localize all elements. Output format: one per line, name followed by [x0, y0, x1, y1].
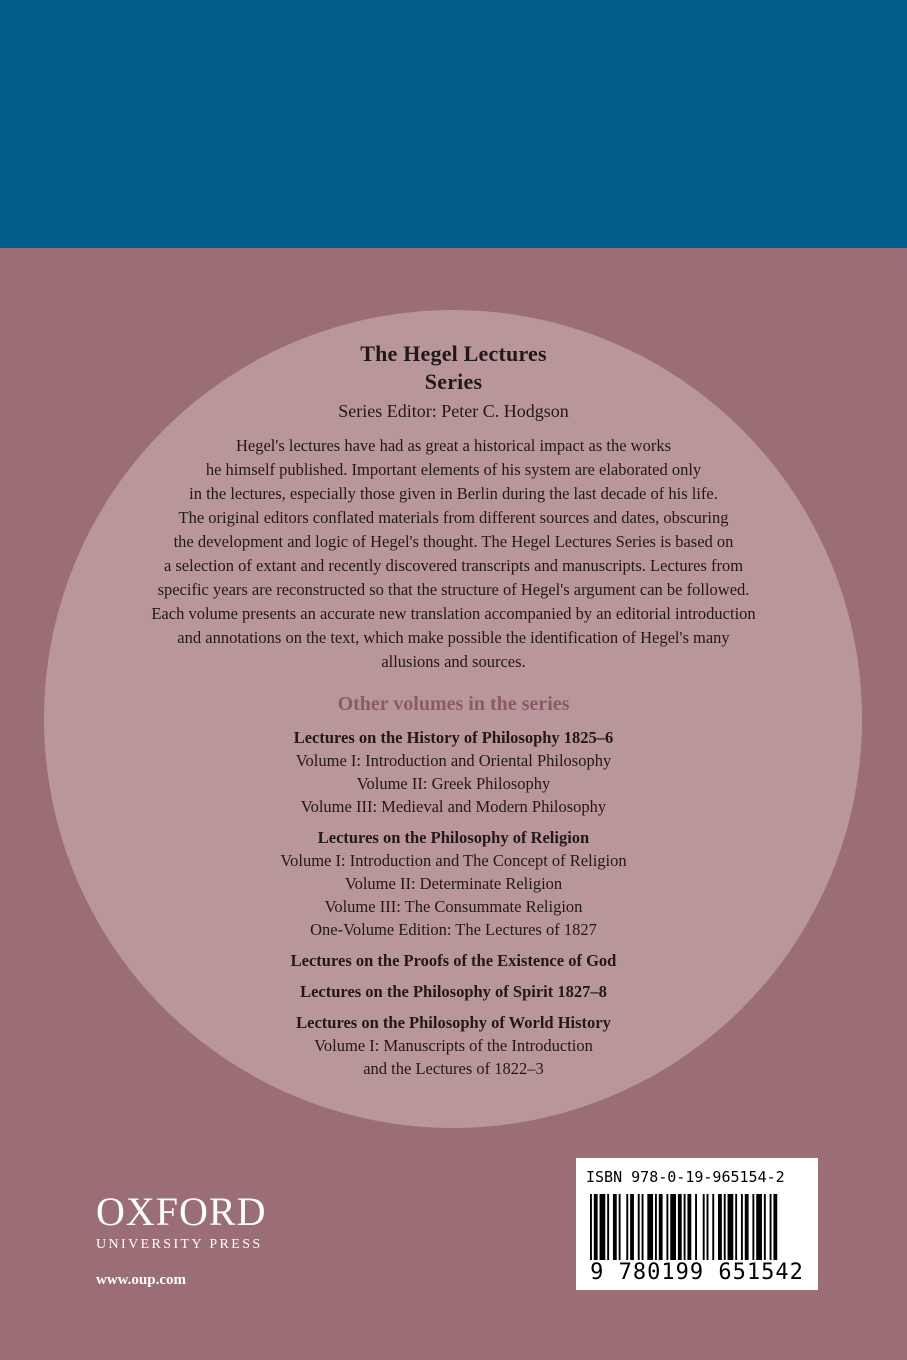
group-title: Lectures on the Philosophy of Spirit 1827–8 — [300, 982, 607, 1001]
barcode-bar — [666, 1194, 668, 1260]
barcode-bar — [678, 1194, 682, 1260]
barcode-bar — [655, 1194, 657, 1260]
barcode-bar — [707, 1194, 709, 1260]
other-volumes-heading: Other volumes in the series — [337, 693, 570, 715]
barcode-bar — [728, 1194, 734, 1260]
volume-entry: Volume III: Medieval and Modern Philosophy — [300, 797, 607, 816]
barcode-bar — [712, 1194, 714, 1260]
publisher-press: UNIVERSITY PRESS — [96, 1237, 263, 1252]
volume-entry: Volume II: Determinate Religion — [344, 874, 563, 893]
barcode-bar — [718, 1194, 722, 1260]
barcode-bar — [684, 1194, 686, 1260]
description-line: Hegel's lectures have had as great a historical impact as the works — [235, 436, 672, 455]
barcode-icon — [590, 1194, 804, 1260]
isbn-barcode-box — [576, 1158, 818, 1290]
barcode-bar — [764, 1194, 766, 1260]
series-editor: Series Editor: Peter C. Hodgson — [338, 401, 569, 421]
publisher-url[interactable]: www.oup.com — [96, 1272, 187, 1288]
volume-group-proofs-of-god — [80, 949, 827, 972]
barcode-bar — [630, 1194, 634, 1260]
barcode-bar — [703, 1194, 705, 1260]
barcode-bar — [647, 1194, 653, 1260]
volume-entry: One-Volume Edition: The Lectures of 1827 — [310, 920, 597, 939]
barcode-bar — [735, 1194, 737, 1260]
top-color-band — [0, 0, 907, 248]
barcode-bar — [600, 1194, 606, 1260]
barcode-bar — [745, 1194, 749, 1260]
volume-entry: Volume I: Introduction and Oriental Philosophy — [295, 751, 612, 770]
description-line: specific years are reconstructed so that the structure of Hegel's argument can be followed. — [157, 580, 750, 599]
group-title: Lectures on the Philosophy of Religion — [317, 828, 590, 847]
description-line: the development and logic of Hegel's thought. The Hegel Lectures Series is based on — [173, 532, 734, 551]
barcode-bar — [773, 1194, 777, 1260]
volume-entry: Volume I: Introduction and The Concept of Religion — [280, 851, 627, 870]
barcode-bar — [638, 1194, 640, 1260]
barcode-bar — [590, 1194, 592, 1260]
volume-group-philosophy-of-spirit — [80, 980, 827, 1003]
volume-group-world-history — [80, 1011, 827, 1080]
volume-entry: Volume III: The Consummate Religion — [324, 897, 583, 916]
barcode-bar — [770, 1194, 772, 1260]
group-title: Lectures on the Philosophy of World History — [296, 1013, 611, 1032]
description-line: and annotations on the text, which make possible the identification of Hegel's many — [177, 628, 730, 647]
publisher-logo — [96, 1190, 266, 1254]
series-content — [80, 340, 827, 1080]
barcode-bar — [594, 1194, 598, 1260]
barcode-bar — [607, 1194, 609, 1260]
barcode-digits: 9 780199 651542 — [590, 1260, 804, 1285]
volume-group-history-of-philosophy — [80, 726, 827, 818]
series-title — [80, 340, 827, 396]
series-title-line2: Series — [424, 369, 483, 394]
series-description — [80, 434, 827, 674]
barcode-bar — [741, 1194, 743, 1260]
barcode-bar — [670, 1194, 676, 1260]
description-line: The original editors conflated materials from different sources and dates, obscuring — [178, 508, 729, 527]
volume-group-philosophy-of-religion — [80, 826, 827, 941]
barcode-bar — [619, 1194, 621, 1260]
volume-entry: and the Lectures of 1822–3 — [363, 1059, 544, 1078]
barcode-bar — [724, 1194, 726, 1260]
barcode-bar — [659, 1194, 663, 1260]
group-title: Lectures on the Proofs of the Existence of God — [290, 951, 617, 970]
description-line: a selection of extant and recently discovered transcripts and manuscripts. Lectures from — [163, 556, 744, 575]
series-title-line1: The Hegel Lectures — [360, 341, 547, 366]
volume-entry: Volume II: Greek Philosophy — [356, 774, 551, 793]
description-line: in the lectures, especially those given in Berlin during the last decade of his life. — [189, 484, 718, 503]
publisher-name: OXFORD — [96, 1189, 267, 1234]
barcode-bar — [695, 1194, 697, 1260]
barcode-bar — [756, 1194, 762, 1260]
barcode-bar — [626, 1194, 628, 1260]
description-line: he himself published. Important elements of his system are elaborated only — [205, 460, 702, 479]
barcode-bar — [752, 1194, 754, 1260]
barcode-bar — [687, 1194, 691, 1260]
isbn-label: ISBN 978-0-19-965154-2 — [586, 1168, 785, 1186]
barcode-bar — [642, 1194, 644, 1260]
description-line: allusions and sources. — [381, 652, 526, 671]
barcode-bar — [613, 1194, 617, 1260]
group-title: Lectures on the History of Philosophy 1825–6 — [293, 728, 614, 747]
volume-entry: Volume I: Manuscripts of the Introduction — [314, 1036, 593, 1055]
description-line: Each volume presents an accurate new translation accompanied by an editorial introduction — [151, 604, 756, 623]
